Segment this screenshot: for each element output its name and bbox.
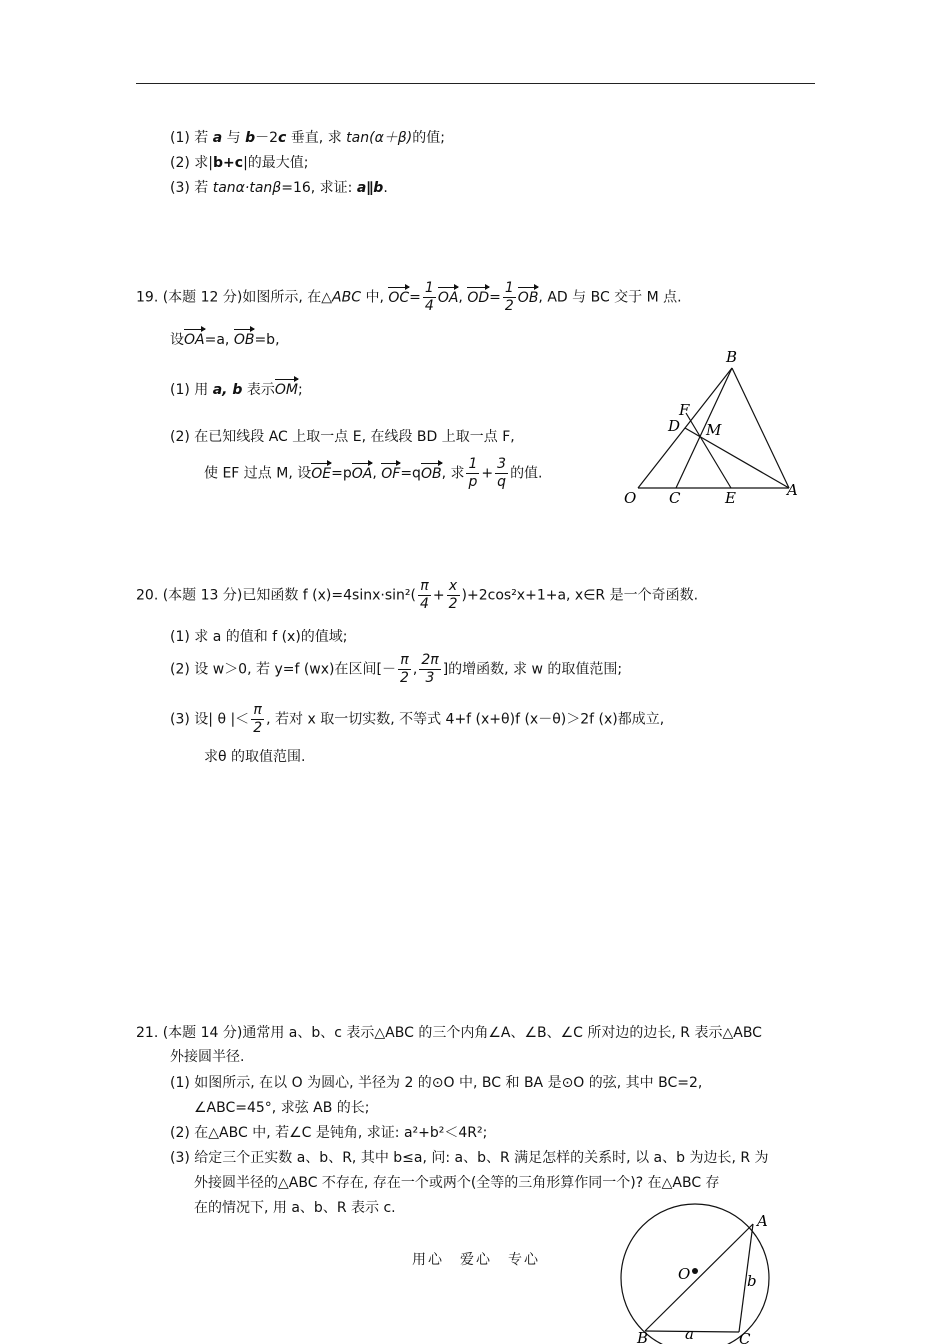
q19-part2-cont: 使 EF 过点 M, 设OE=pOA, OF=qOB, 求 $\frac{1}{p}$ + $\frac{3}{q}$ 的值. xyxy=(204,456,543,490)
q21-circle-figure xyxy=(615,1196,785,1344)
label-a: a xyxy=(685,1325,694,1343)
q20-part3: (3) 设| θ |＜ $\frac{\pi}{2}$ , 若对 x 取一切实数, 不等式 4+f (x+θ)f (x－θ)＞2f (x)都成立, xyxy=(170,702,665,736)
label-A: A xyxy=(787,481,798,499)
q19-part1: (1) 用 a, b 表示OM; xyxy=(170,378,303,399)
label-B: B xyxy=(637,1329,649,1344)
chord-BA xyxy=(645,1224,753,1331)
q21-part3: (3) 给定三个正实数 a、b、R, 其中 b≤a, 问: a、b、R 满足怎样的关系时, 以 a、b 为边长, R 为 xyxy=(170,1150,769,1166)
q18-part1: (1) 若 a 与 b－2c 垂直, 求 tan(α＋β)的值; xyxy=(170,130,445,146)
q19-triangle-figure xyxy=(615,345,815,510)
q21-header-cont: 外接圆半径. xyxy=(170,1049,245,1065)
label-O: O xyxy=(624,489,637,507)
page-footer: 用心 爱心 专心 xyxy=(412,1252,540,1268)
header-rule xyxy=(136,83,815,84)
label-O: O xyxy=(678,1265,691,1283)
q18-part2: (2) 求|b+c|的最大值; xyxy=(170,155,309,171)
label-M: M xyxy=(706,421,722,439)
q21-part2: (2) 在△ABC 中, 若∠C 是钝角, 求证: a²+b²＜4R²; xyxy=(170,1125,488,1141)
center-dot xyxy=(692,1268,698,1274)
edge-BA xyxy=(732,368,789,488)
q19-header: 19. (本题 12 分)如图所示, 在△ABC 中, OC= $\frac{1}{4}$ OA, OD= $\frac{1}{2}$ OB, AD 与 BC 交于 M 点. xyxy=(136,280,682,314)
label-B: B xyxy=(726,348,738,366)
label-C: C xyxy=(669,489,681,507)
q20-part1: (1) 求 a 的值和 f (x)的值域; xyxy=(170,629,348,645)
label-E: E xyxy=(725,489,736,507)
q20-part2: (2) 设 w＞0, 若 y=f (wx)在区间[－ $\frac{\pi}{2}$ , $\frac{2\pi}{3}$ ]的增函数, 求 w 的取值范围; xyxy=(170,652,623,686)
q21-part1-cont: ∠ABC=45°, 求弦 AB 的长; xyxy=(194,1100,370,1116)
q21-part3-cont2: 在的情况下, 用 a、b、R 表示 c. xyxy=(194,1200,396,1216)
q18-part3: (3) 若 tanα·tanβ=16, 求证: a∥b. xyxy=(170,180,388,196)
label-C: C xyxy=(739,1330,751,1344)
q21-part3-cont: 外接圆半径的△ABC 不存在, 存在一个或两个(全等的三角形算作同一个)? 在△ABC 存 xyxy=(194,1175,720,1191)
label-b: b xyxy=(747,1272,757,1290)
q20-part3-cont: 求θ 的取值范围. xyxy=(204,749,306,765)
q19-setup: 设OA=a, OB=b, xyxy=(170,328,280,349)
q21-part1: (1) 如图所示, 在以 O 为圆心, 半径为 2 的⊙O 中, BC 和 BA 是⊙O 的弦, 其中 BC=2, xyxy=(170,1075,703,1091)
q21-header: 21. (本题 14 分)通常用 a、b、c 表示△ABC 的三个内角∠A、∠B、∠C 所对边的边长, R 表示△ABC xyxy=(136,1025,762,1041)
label-A: A xyxy=(757,1212,768,1230)
q20-header: 20. (本题 13 分)已知函数 f (x)=4sinx·sin²( $\frac{\pi}{4}$ + $\frac{x}{2}$ )+2cos²x+1+a, x∈R 是一个奇函数. xyxy=(136,578,699,612)
label-F: F xyxy=(679,401,690,419)
label-D: D xyxy=(668,417,681,435)
q19-part2: (2) 在已知线段 AC 上取一点 E, 在线段 BD 上取一点 F, xyxy=(170,429,515,445)
